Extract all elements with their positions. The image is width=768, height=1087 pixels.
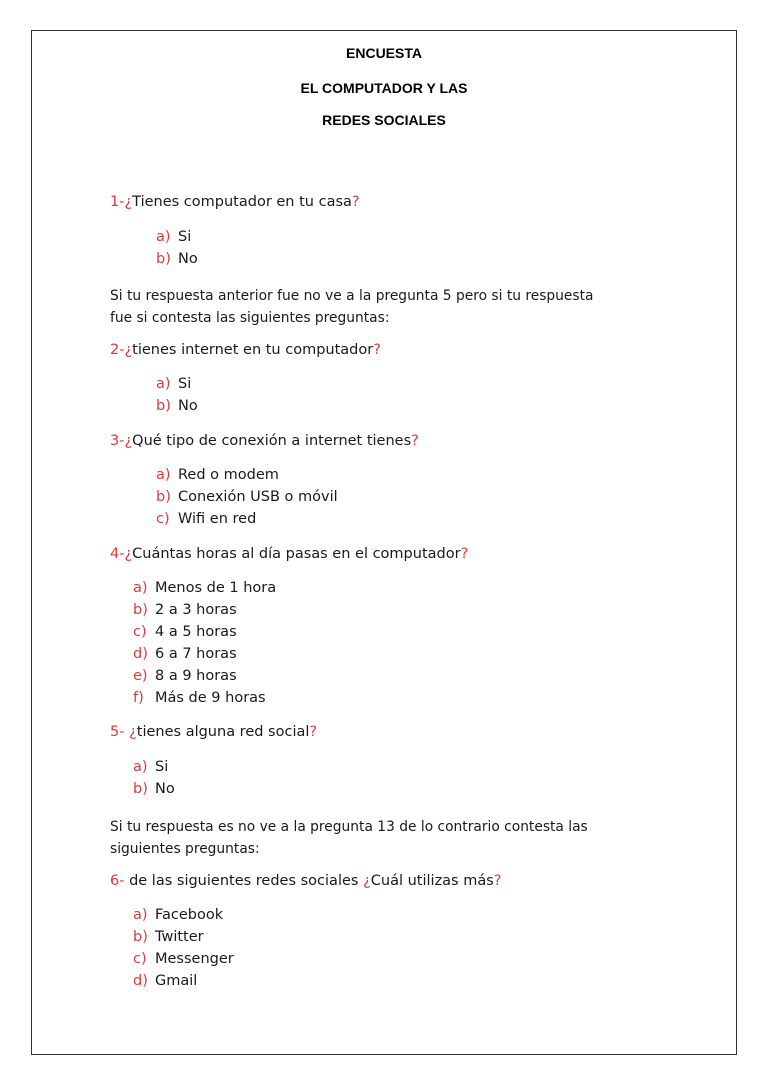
- option-label: Si: [178, 376, 192, 392]
- option-marker: c): [156, 511, 170, 527]
- option-marker: a): [133, 759, 148, 775]
- option-marker: a): [156, 229, 171, 245]
- option-item[interactable]: [133, 624, 237, 640]
- note-line: siguientes preguntas:: [110, 841, 260, 857]
- option-item[interactable]: [156, 229, 191, 245]
- option-marker: a): [156, 467, 171, 483]
- option-marker: c): [133, 624, 147, 640]
- option-item[interactable]: [133, 973, 197, 989]
- option-marker: b): [133, 781, 148, 797]
- option-marker: d): [133, 973, 148, 989]
- question-1: [110, 194, 360, 210]
- question-text: tienes internet en tu computador: [132, 342, 374, 358]
- option-label: No: [178, 251, 198, 267]
- question-text: Cuál utilizas más: [370, 873, 494, 889]
- question-4: [110, 546, 468, 562]
- open-question-mark: ¿: [124, 433, 133, 449]
- option-marker: b): [156, 489, 171, 505]
- option-marker: a): [133, 907, 148, 923]
- question-6: [110, 873, 502, 889]
- note-line: Si tu respuesta es no ve a la pregunta 13 de lo contrario contesta las: [110, 819, 588, 835]
- option-marker: b): [156, 398, 171, 414]
- question-lead-text: de las siguientes redes sociales: [124, 873, 364, 889]
- option-label: Messenger: [155, 951, 234, 967]
- survey-subtitle-line2: REDES SOCIALES: [322, 112, 446, 128]
- question-number: 6-: [110, 873, 125, 889]
- option-label: Red o modem: [178, 467, 279, 483]
- option-label: Menos de 1 hora: [155, 580, 277, 596]
- question-text: Qué tipo de conexión a internet tienes: [132, 433, 412, 449]
- option-item[interactable]: [133, 646, 237, 662]
- option-item[interactable]: [156, 511, 256, 527]
- option-label: 4 a 5 horas: [155, 624, 237, 640]
- close-question-mark: ?: [411, 433, 419, 449]
- page-border: [31, 30, 737, 1055]
- question-number: 5-: [110, 724, 130, 740]
- option-label: 6 a 7 horas: [155, 646, 237, 662]
- option-item[interactable]: [133, 668, 237, 684]
- option-item[interactable]: [133, 907, 223, 923]
- question-number: 2-: [110, 342, 125, 358]
- close-question-mark: ?: [373, 342, 381, 358]
- option-marker: b): [133, 602, 148, 618]
- option-item[interactable]: [156, 251, 198, 267]
- option-item[interactable]: [156, 376, 191, 392]
- instruction-note-2: [110, 816, 588, 860]
- close-question-mark: ?: [309, 724, 318, 740]
- option-marker: f): [133, 690, 144, 706]
- option-label: Gmail: [155, 973, 198, 989]
- option-item[interactable]: [133, 951, 234, 967]
- close-question-mark: ?: [351, 194, 360, 210]
- option-marker: a): [133, 580, 148, 596]
- question-number: 4-: [110, 546, 125, 562]
- open-question-mark: ¿: [363, 873, 371, 889]
- option-label: Twitter: [155, 929, 204, 945]
- open-question-mark: ¿: [124, 194, 133, 210]
- question-text: Tienes computador en tu casa: [132, 194, 352, 210]
- option-label: Conexión USB o móvil: [178, 489, 338, 505]
- close-question-mark: ?: [493, 873, 502, 889]
- option-item[interactable]: [133, 781, 175, 797]
- instruction-note-1: [110, 285, 593, 329]
- open-question-mark: ¿: [129, 724, 137, 740]
- option-label: No: [155, 781, 175, 797]
- option-item[interactable]: [133, 580, 276, 596]
- option-label: Facebook: [155, 907, 224, 923]
- option-item[interactable]: [133, 759, 168, 775]
- question-2: [110, 342, 381, 358]
- option-item[interactable]: [156, 398, 198, 414]
- option-label: Si: [155, 759, 169, 775]
- close-question-mark: ?: [460, 546, 469, 562]
- option-marker: c): [133, 951, 147, 967]
- option-label: Wifi en red: [178, 511, 257, 527]
- option-item[interactable]: [133, 690, 266, 706]
- open-question-mark: ¿: [124, 342, 133, 358]
- option-label: Si: [178, 229, 192, 245]
- option-label: No: [178, 398, 198, 414]
- option-item[interactable]: [133, 929, 204, 945]
- option-item[interactable]: [156, 489, 338, 505]
- option-marker: a): [156, 376, 171, 392]
- option-label: Más de 9 horas: [155, 690, 266, 706]
- question-text: Cuántas horas al día pasas en el computador: [132, 546, 461, 562]
- question-text: tienes alguna red social: [136, 724, 310, 740]
- option-marker: e): [133, 668, 148, 684]
- option-marker: d): [133, 646, 148, 662]
- note-line: fue si contesta las siguientes preguntas:: [110, 310, 390, 326]
- survey-title: ENCUESTA: [346, 45, 422, 61]
- question-number: 1-: [110, 194, 125, 210]
- open-question-mark: ¿: [124, 546, 133, 562]
- option-label: 2 a 3 horas: [155, 602, 237, 618]
- option-item[interactable]: [156, 467, 279, 483]
- option-marker: b): [156, 251, 171, 267]
- option-item[interactable]: [133, 602, 237, 618]
- note-line: Si tu respuesta anterior fue no ve a la pregunta 5 pero si tu respuesta: [110, 288, 594, 304]
- question-5: [110, 724, 317, 740]
- option-label: 8 a 9 horas: [155, 668, 237, 684]
- option-marker: b): [133, 929, 148, 945]
- question-number: 3-: [110, 433, 125, 449]
- question-3: [110, 433, 419, 449]
- survey-subtitle-line1: EL COMPUTADOR Y LAS: [300, 80, 468, 96]
